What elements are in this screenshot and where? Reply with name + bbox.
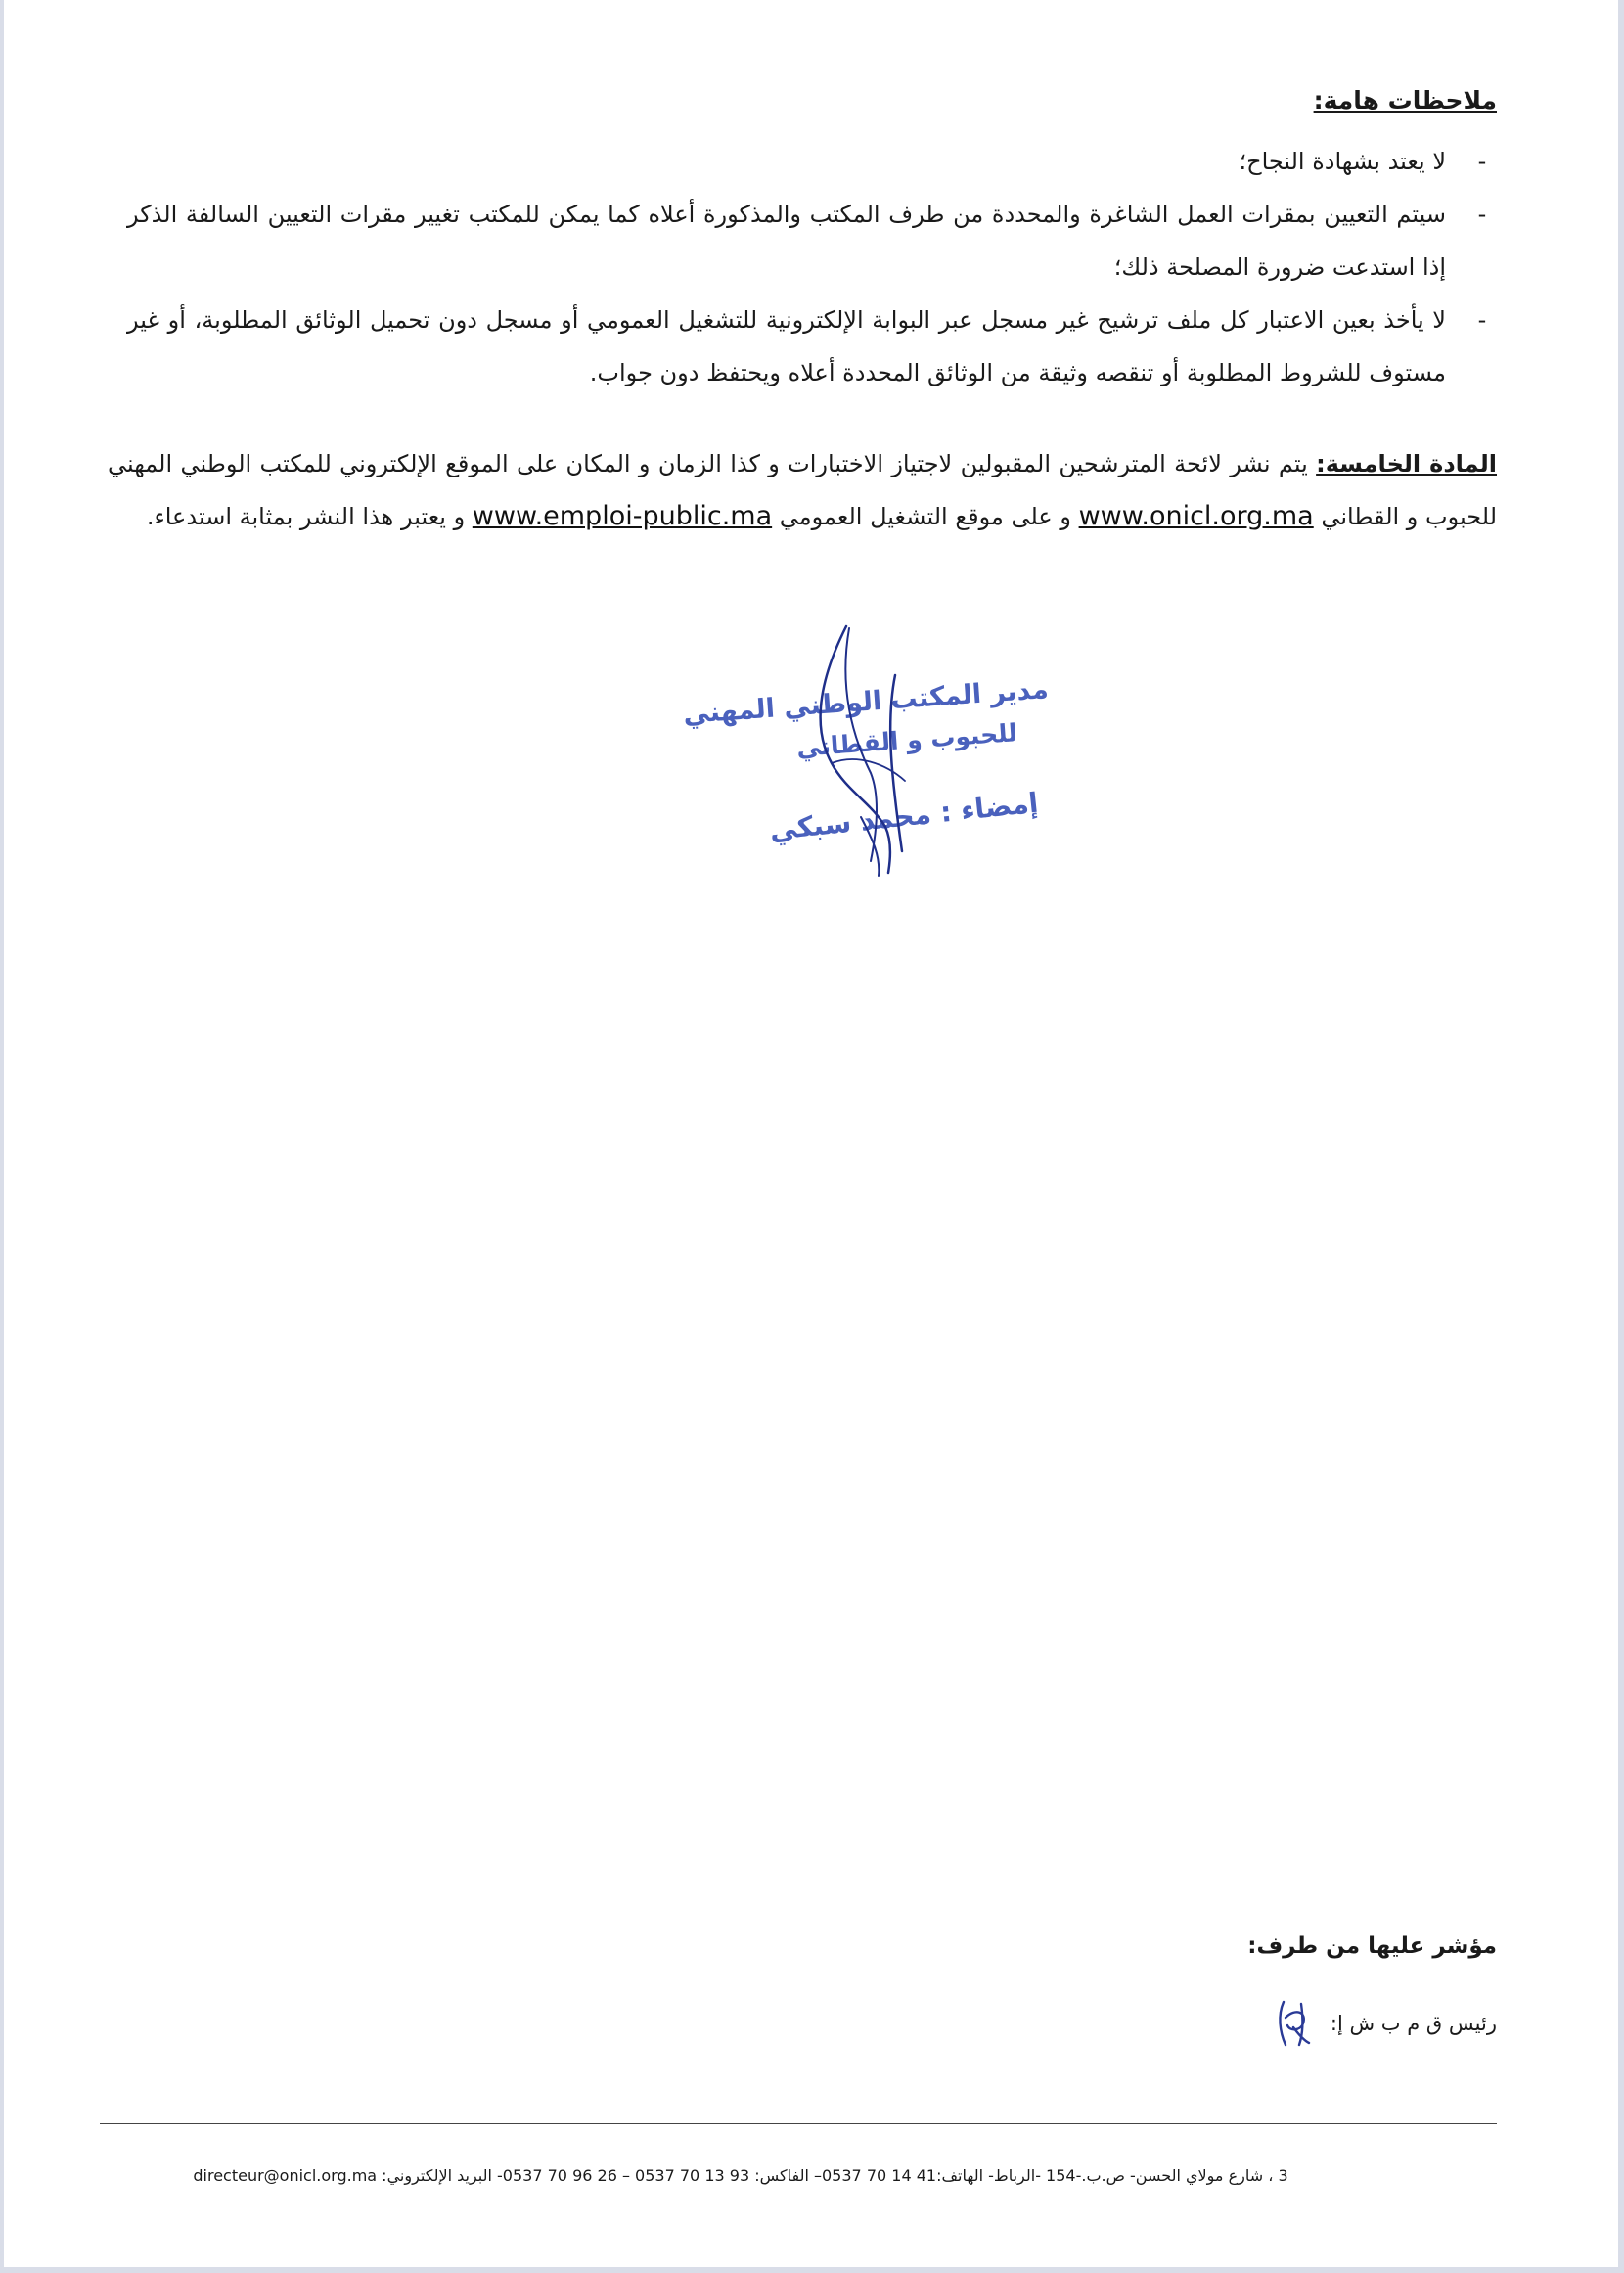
bullet-dash: - [1477,306,1487,334]
article-five-label: المادة الخامسة: [1316,450,1497,477]
notes-title: ملاحظات هامة: [1313,86,1497,114]
bullet-dash: - [1477,201,1487,228]
scan-edge-bottom [0,2267,1624,2273]
stamp-title-line: مدير المكتب الوطني المهني [682,673,1050,731]
article-five-text-1: يتم نشر لائحة المترشحين المقبولين لاجتياز الاختبارات و كذا الزمان و المكان على الموقع الإلكتروني للمكتب الوطني المهني للحبوب و القطاني [108,450,1497,530]
footer-divider [100,2123,1497,2124]
note-item [127,294,1497,399]
scan-edge-right [1618,0,1624,2273]
emploi-public-website-link[interactable]: www.emploi-public.ma [472,501,773,531]
article-five-paragraph [108,437,1497,543]
article-five-text-2: و على موقع التشغيل العمومي [772,503,1079,530]
note-text: لا يأخذ بعين الاعتبار كل ملف ترشيح غير مسجل عبر البوابة الإلكترونية للتشغيل العمومي أو مسجل دون تحميل الوثائق المطلوبة، أو غير مستوف للشروط المطلوبة أو تنقصه وثيقة من الوثائق المحددة أعلاه ويحتفظ دون جواب. [127,306,1446,386]
stamp-signature-line: إمضاء : محمد سبكي [768,786,1040,847]
onicl-website-link[interactable]: www.onicl.org.ma [1078,501,1314,531]
note-item [127,135,1497,188]
initials-signature-icon [1274,1998,1313,2049]
endorsement-title: مؤشر عليها من طرف: [1247,1933,1497,1959]
handwritten-signature-icon [685,616,1057,881]
note-item [127,188,1497,294]
endorsement-role: رئيس ق م ب ش إ: [1330,2012,1497,2035]
note-text: لا يعتد بشهادة النجاح؛ [1239,148,1446,175]
scan-edge-left [0,0,4,2273]
note-text: سيتم التعيين بمقرات العمل الشاغرة والمحددة من طرف المكتب والمذكورة أعلاه كما يمكن للمكتب تغيير مقرات التعيين السالفة الذكر إذا استدعت ضرورة المصلحة ذلك؛ [127,201,1446,281]
bullet-dash: - [1477,148,1487,175]
director-stamp-signature [682,616,1057,881]
notes-list [127,135,1497,399]
footer-address: 3 ، شارع مولاي الحسن- ص.ب.-154 -الرباط- الهاتف:41 14 70 0537– الفاكس: 93 13 70 0537 – 26 96 70 0537- البريد الإلكتروني: directeur@onicl.org.ma [193,2166,1288,2185]
endorsement-line [1274,1998,1497,2049]
stamp-organization-line: للحبوب و القطاني [795,718,1018,762]
article-five-text-3: و يعتبر هذا النشر بمثابة استدعاء. [146,503,473,530]
